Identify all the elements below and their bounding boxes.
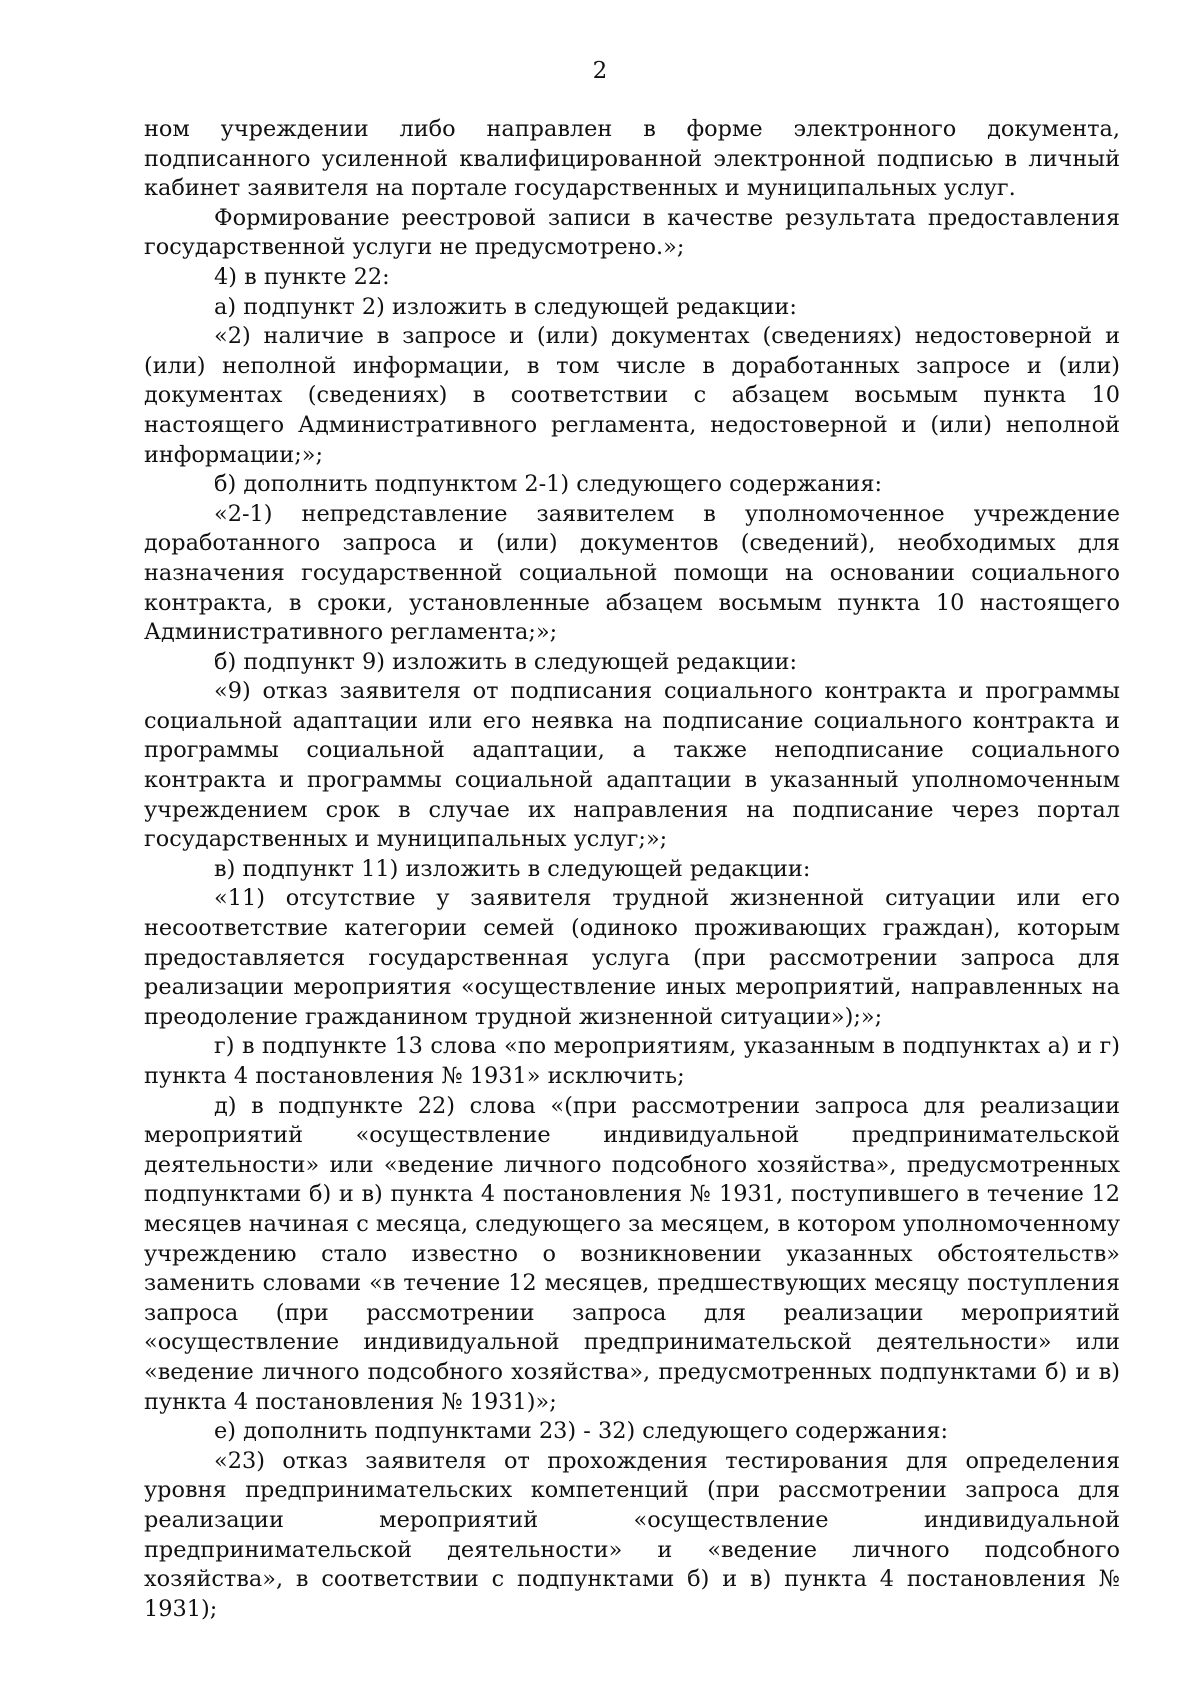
paragraph: ном учреждении либо направлен в форме электронного документа, подписанного усиленной квалифицированной электронной подписью в личный кабинет заявителя на портале государственных и муниципальных услуг. bbox=[144, 116, 1120, 202]
paragraph: «2-1) непредставление заявителем в уполномоченное учреждение доработанного запроса и (или) документов (сведений), необходимых для назначения государственной социальной помощи на основании социального контракта, в сроки, установленные абзацем восьмым пункта 10 настоящего Административного регламента;»; bbox=[144, 500, 1120, 646]
paragraph: г) в подпункте 13 слова «по мероприятиям, указанным в подпунктах а) и г) пункта 4 постановления № 1931» исключить; bbox=[144, 1033, 1120, 1089]
paragraph: «11) отсутствие у заявителя трудной жизненной ситуации или его несоответствие категории семей (одиноко проживающих граждан), которым предоставляется государственная услуга (при рассмотрении запроса для реализации мероприятия «осуществление иных мероприятий, направленных на преодоление гражданином трудной жизненной ситуации»);»; bbox=[144, 885, 1120, 1030]
paragraph: Формирование реестровой записи в качестве результата предоставления государственной услуги не предусмотрено.»; bbox=[144, 204, 1120, 261]
paragraph: «9) отказ заявителя от подписания социального контракта и программы социальной адаптации или его неявка на подписание социального контракта и программы социальной адаптации, а также неподписание социального контракта и программы социальной адаптации в указанный уполномоченным учреждением срок в случае их направления на подписание через портал государственных и муниципальных услуг;»; bbox=[144, 678, 1120, 853]
paragraph: а) подпункт 2) изложить в следующей редакции: bbox=[214, 293, 797, 320]
paragraph: «23) отказ заявителя от прохождения тестирования для определения уровня предпринимательских компетенций (при рассмотрении запроса для реализации мероприятий «осуществление индивидуальной предпринимательской деятельности» и «ведение личного подсобного хозяйства», в соответствии с подпунктами б) и в) пункта 4 постановления № 1931); bbox=[144, 1447, 1120, 1622]
paragraph: б) дополнить подпунктом 2-1) следующего содержания: bbox=[214, 471, 883, 498]
document-body bbox=[144, 115, 1120, 1624]
paragraph: б) подпункт 9) изложить в следующей редакции: bbox=[214, 648, 797, 675]
paragraph: в) подпункт 11) изложить в следующей редакции: bbox=[214, 855, 811, 882]
paragraph: е) дополнить подпунктами 23) - 32) следующего содержания: bbox=[214, 1418, 949, 1445]
paragraph: д) в подпункте 22) слова «(при рассмотрении запроса для реализации мероприятий «осуществление индивидуальной предпринимательской деятельности» или «ведение личного подсобного хозяйства», предусмотренных подпунктами б) и в) пункта 4 постановления № 1931, поступившего в течение 12 месяцев начиная с месяца, следующего за месяцем, в котором уполномоченному учреждению стало известно о возникновении указанных обстоятельств» заменить словами «в течение 12 месяцев, предшествующих месяцу поступления запроса (при рассмотрении запроса для реализации мероприятий «осуществление индивидуальной предпринимательской деятельности» или «ведение личного подсобного хозяйства», предусмотренных подпунктами б) и в) пункта 4 постановления № 1931)»; bbox=[144, 1092, 1120, 1415]
paragraph: «2) наличие в запросе и (или) документах (сведениях) недостоверной и (или) неполной информации, в том числе в доработанных запросе и (или) документах (сведениях) в соответствии с абзацем восьмым пункта 10 настоящего Административного регламента, недостоверной и (или) неполной информации;»; bbox=[144, 323, 1120, 468]
paragraph: 4) в пункте 22: bbox=[214, 263, 390, 290]
page-number: 2 bbox=[592, 58, 608, 84]
